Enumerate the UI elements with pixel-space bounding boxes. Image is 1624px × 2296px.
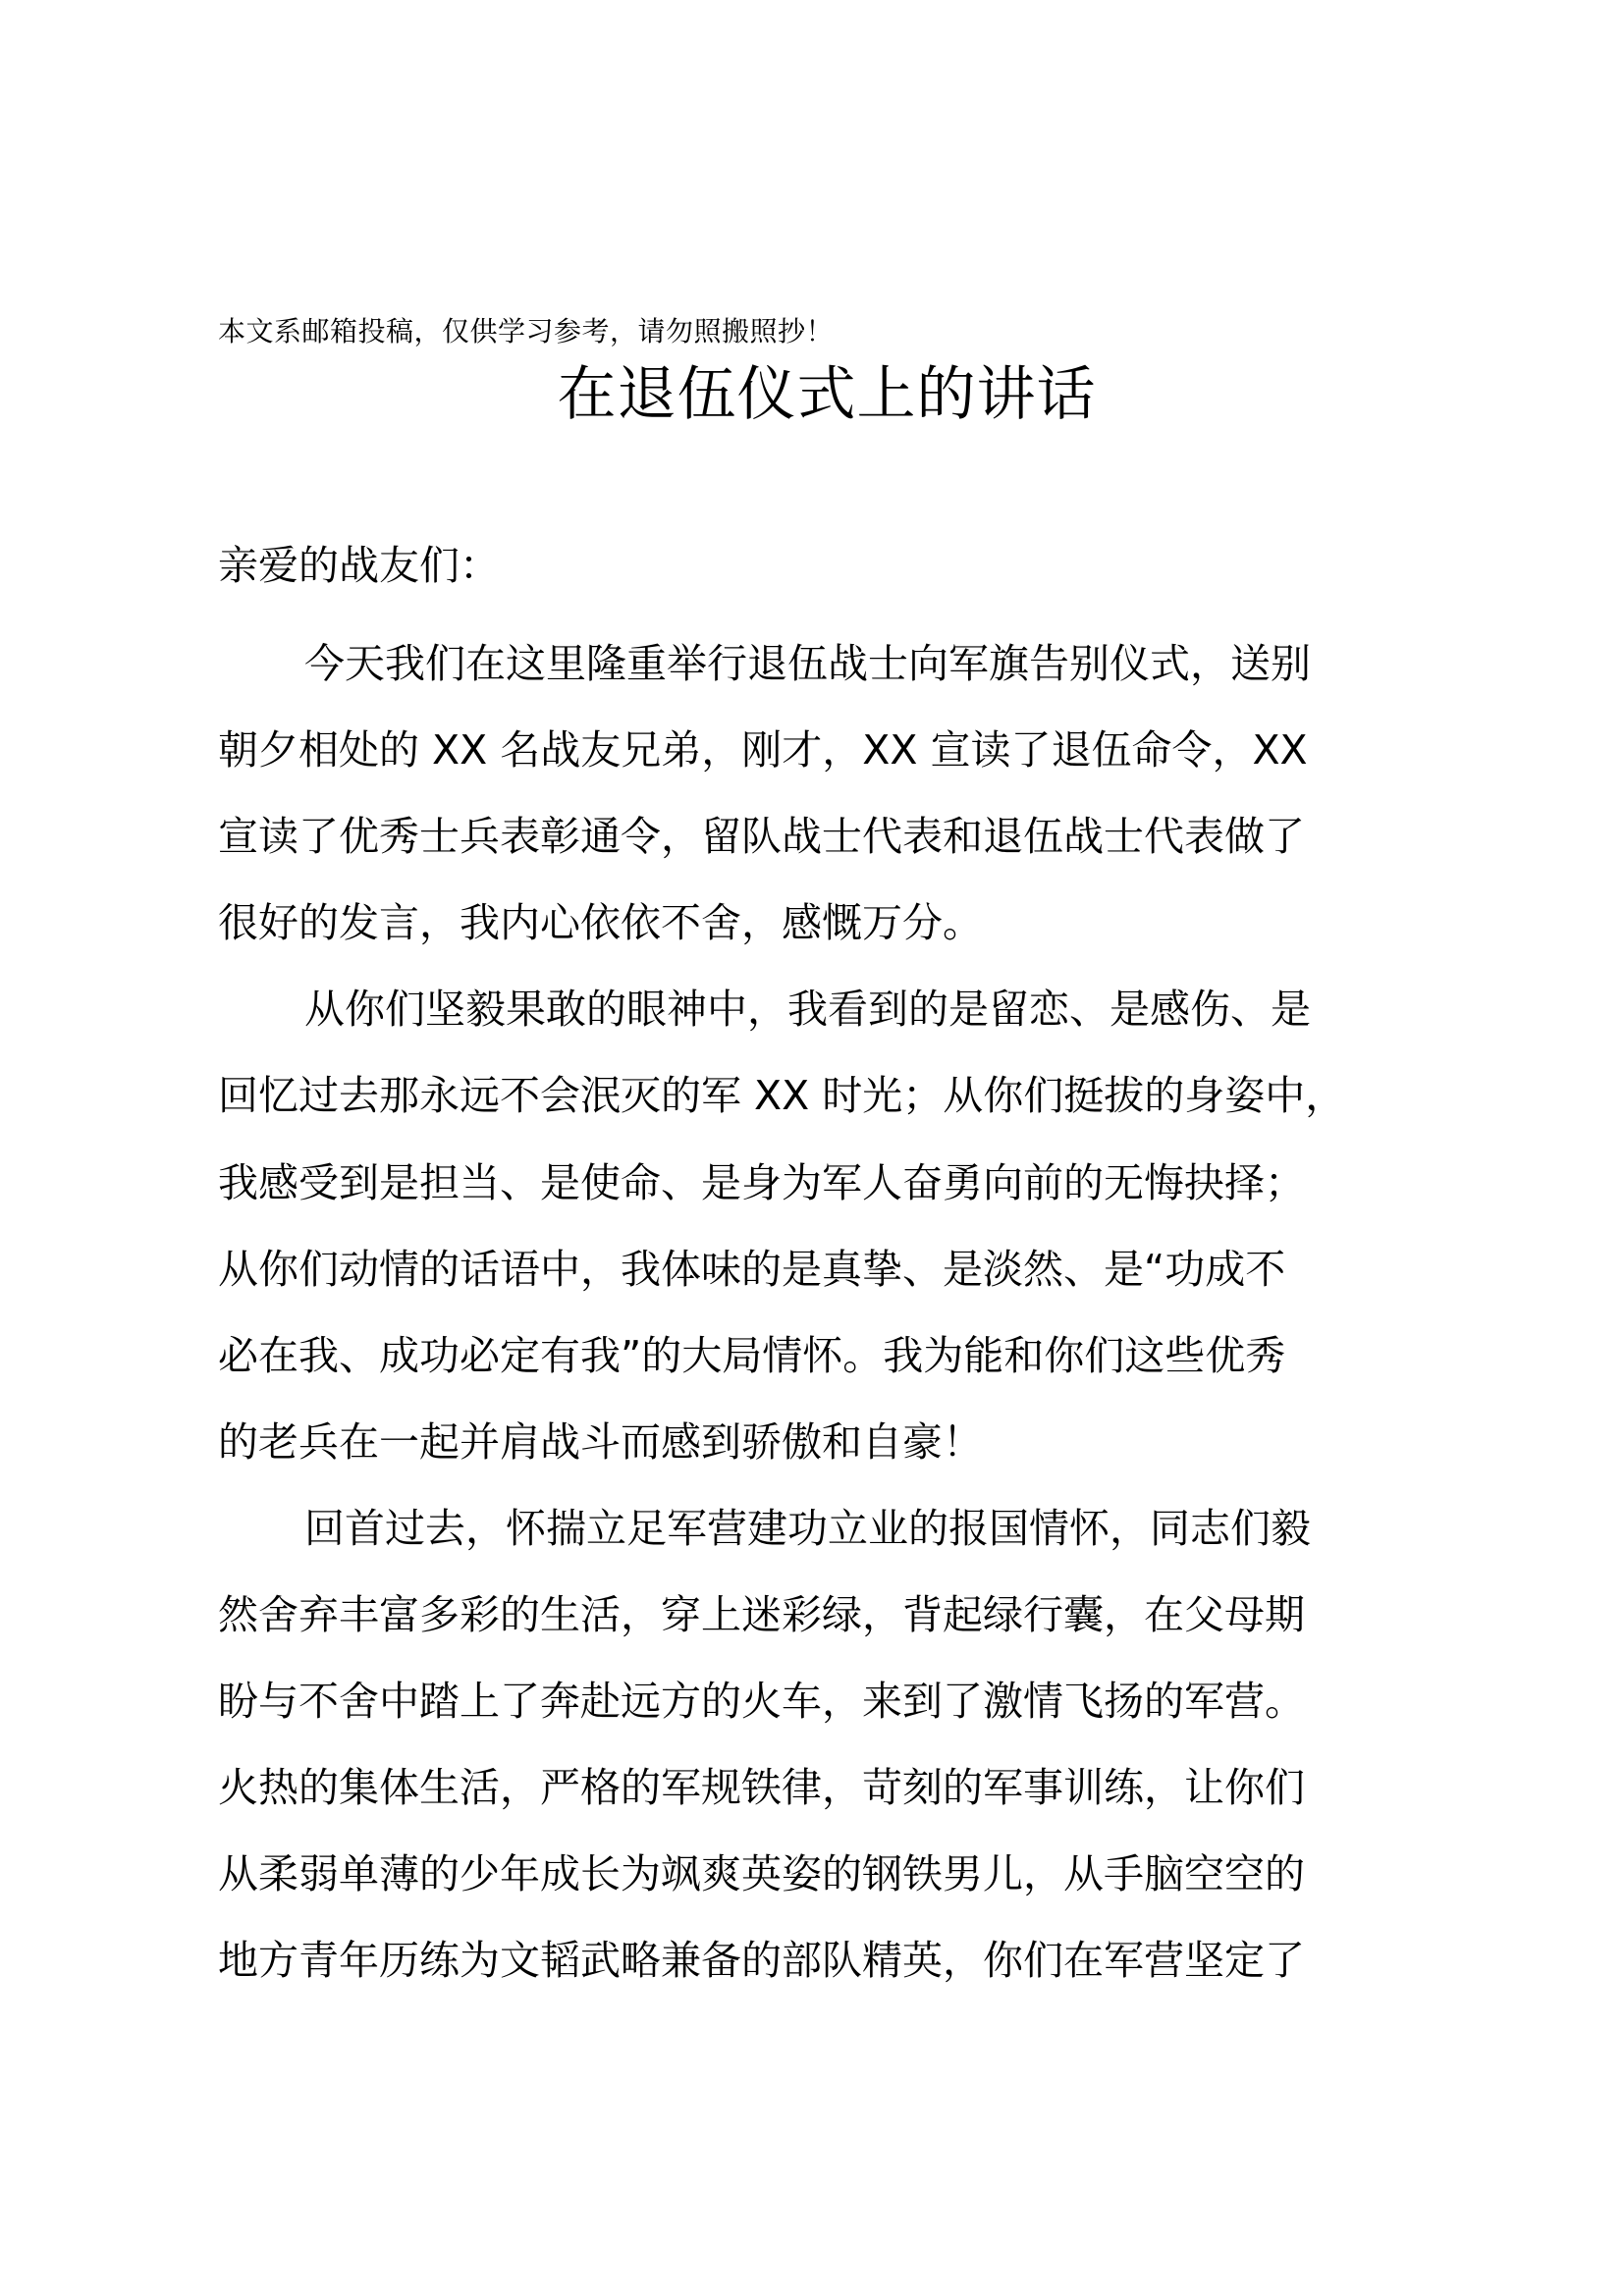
salutation: 亲爱的战友们： [218, 542, 500, 589]
paragraph-line: 很好的发言，我内心依依不舍，感慨万分。 [218, 899, 983, 947]
paragraph-line: 从你们动情的话语中，我体味的是真挚、是淡然、是“功成不 [218, 1245, 1286, 1293]
paragraph-3 [218, 1485, 1435, 2004]
paragraph-line: 必在我、成功必定有我”的大局情怀。我为能和你们这些优秀 [218, 1331, 1286, 1379]
paragraph-line: 然舍弃丰富多彩的生活，穿上迷彩绿，背起绿行囊，在父母期 [218, 1591, 1305, 1639]
paragraph-line: 回忆过去那永远不会泯灭的军 XX 时光；从你们挺拔的身姿中， [218, 1072, 1346, 1120]
paragraph-1 [218, 620, 1435, 966]
paragraph-line: 我感受到是担当、是使命、是身为军人奋勇向前的无悔抉择； [218, 1158, 1305, 1206]
paragraph-2 [218, 966, 1435, 1485]
submission-notice: 本文系邮箱投稿，仅供学习参考，请勿照搬照抄！ [218, 315, 835, 347]
paragraph-line: 从柔弱单薄的少年成长为飒爽英姿的钢铁男儿，从手脑空空的 [218, 1850, 1305, 1898]
paragraph-line: 今天我们在这里隆重举行退伍战士向军旗告别仪式，送别 [304, 640, 1311, 687]
paragraph-line: 宣读了优秀士兵表彰通令，留队战士代表和退伍战士代表做了 [218, 813, 1305, 861]
paragraph-line: 的老兵在一起并肩战斗而感到骄傲和自豪！ [218, 1417, 983, 1466]
paragraph-line: 朝夕相处的 XX 名战友兄弟，刚才，XX 宣读了退伍命令，XX [218, 726, 1308, 774]
paragraph-line: 地方青年历练为文韬武略兼备的部队精英，你们在军营坚定了 [218, 1937, 1305, 1985]
speech-body [218, 620, 1435, 2004]
paragraph-line: 回首过去，怀揣立足军营建功立业的报国情怀，同志们毅 [304, 1504, 1311, 1552]
paragraph-line: 盼与不舍中踏上了奔赴远方的火车，来到了激情飞扬的军营。 [218, 1678, 1305, 1726]
paragraph-line: 从你们坚毅果敢的眼神中，我看到的是留恋、是感伤、是 [304, 986, 1311, 1034]
paragraph-line: 火热的集体生活，严格的军规铁律，苛刻的军事训练，让你们 [218, 1764, 1305, 1812]
document-title: 在退伍仪式上的讲话 [557, 360, 1097, 429]
